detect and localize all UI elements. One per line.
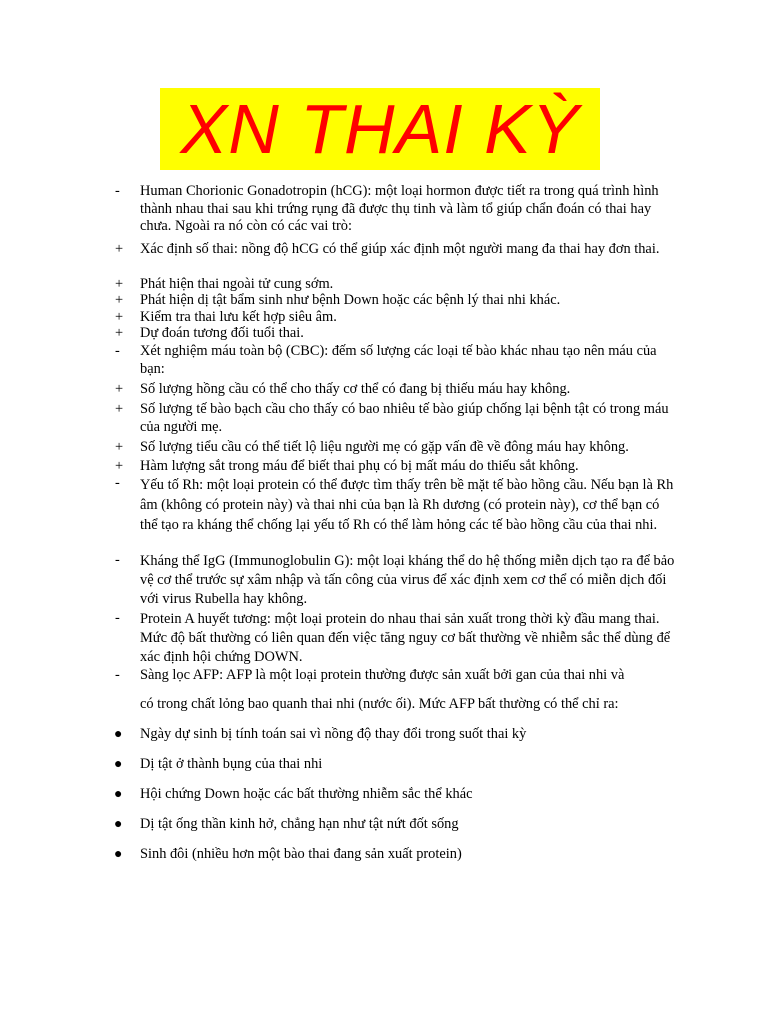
list-item-text: Xét nghiệm máu toàn bộ (CBC): đếm số lượng các loại tế bào khác nhau tạo nên máu của bạn: bbox=[140, 343, 657, 377]
bullet-dot: ● bbox=[114, 817, 123, 832]
list-item-text: Số lượng hồng cầu có thể cho thấy cơ thể có đang bị thiếu máu hay không. bbox=[140, 381, 571, 397]
list-item-text: có trong chất lỏng bao quanh thai nhi (nước ối). Mức AFP bất thường có thể chỉ ra: bbox=[140, 696, 619, 712]
list-item-text: Hội chứng Down hoặc các bất thường nhiễm sắc thể khác bbox=[140, 786, 473, 802]
list-marker: + bbox=[115, 325, 124, 341]
list-item-text: Sàng lọc AFP: AFP là một loại protein thường được sản xuất bởi gan của thai nhi và bbox=[140, 667, 625, 683]
bullet-dot: ● bbox=[114, 757, 123, 772]
list-marker: - bbox=[115, 183, 120, 199]
list-marker: - bbox=[115, 552, 120, 568]
list-item-text: Dị tật ống thần kinh hở, chẳng hạn như tật nứt đốt sống bbox=[140, 816, 459, 832]
document-title: XN THAI KỲ bbox=[160, 88, 600, 170]
bullet-dot: ● bbox=[114, 727, 123, 742]
list-marker: + bbox=[115, 292, 124, 308]
list-marker: + bbox=[115, 401, 124, 417]
list-item-text: Phát hiện thai ngoài tử cung sớm. bbox=[140, 276, 334, 292]
list-marker: + bbox=[115, 309, 124, 325]
list-item-text: Protein A huyết tương: một loại protein do nhau thai sản xuất trong thời kỳ đầu mang thai. Mức độ bất thường có liên quan đến việc tăng nguy cơ bất thường về nhiễm sắc thể dùng để xác định hội chứng DOWN. bbox=[140, 611, 671, 665]
list-marker: - bbox=[115, 610, 120, 626]
list-marker: - bbox=[115, 343, 120, 359]
list-item-text: Human Chorionic Gonadotropin (hCG): một loại hormon được tiết ra trong quá trình hình thành nhau thai sau khi trứng rụng đã được thụ tinh và làm tổ giúp chẩn đoán có thai hay chưa. Ngoài ra nó còn có các vai trò: bbox=[140, 183, 659, 234]
list-marker: - bbox=[115, 667, 120, 683]
list-item-text: Kiểm tra thai lưu kết hợp siêu âm. bbox=[140, 309, 337, 325]
bullet-dot: ● bbox=[114, 787, 123, 802]
list-item-text: Số lượng tiểu cầu có thể tiết lộ liệu người mẹ có gặp vấn đề về đông máu hay không. bbox=[140, 439, 629, 455]
list-item-text: Sinh đôi (nhiều hơn một bào thai đang sản xuất protein) bbox=[140, 846, 462, 862]
bullet-dot: ● bbox=[114, 847, 123, 862]
list-marker: + bbox=[115, 241, 124, 257]
list-item-text: Hàm lượng sắt trong máu để biết thai phụ có bị mất máu do thiếu sắt không. bbox=[140, 458, 579, 474]
list-item-text: Dự đoán tương đối tuổi thai. bbox=[140, 325, 304, 341]
list-item-text: Kháng thể IgG (Immunoglobulin G): một loại kháng thể do hệ thống miễn dịch tạo ra để bảo vệ cơ thể trước sự xâm nhập và tấn công của virus để xác định xem cơ thể có miễn dịch đối với virus Rubella hay không. bbox=[140, 553, 675, 607]
list-marker: - bbox=[115, 475, 120, 491]
list-item-text: Xác định số thai: nồng độ hCG có thể giúp xác định một người mang đa thai hay đơn thai. bbox=[140, 241, 660, 257]
list-item-text: Yếu tố Rh: một loại protein có thể được tìm thấy trên bề mặt tế bào hồng cầu. Nếu bạn là Rh âm (không có protein này) và thai nhi của bạn là Rh dương (có protein này), cơ thể bạn có thể tạo ra kháng thể chống lại yếu tố Rh có thể làm hỏng các tế bào hồng cầu của thai nhi. bbox=[140, 477, 674, 533]
list-item-text: Ngày dự sinh bị tính toán sai vì nồng độ thay đổi trong suốt thai kỳ bbox=[140, 726, 527, 742]
list-marker: + bbox=[115, 276, 124, 292]
list-marker: + bbox=[115, 381, 124, 397]
list-item-text: Số lượng tế bào bạch cầu cho thấy có bao nhiêu tế bào giúp chống lại bệnh tật có trong máu của người mẹ. bbox=[140, 401, 669, 435]
list-marker: + bbox=[115, 439, 124, 455]
list-marker: + bbox=[115, 458, 124, 474]
list-item-text: Dị tật ở thành bụng của thai nhi bbox=[140, 756, 323, 772]
list-item-text: Phát hiện dị tật bẩm sinh như bệnh Down hoặc các bệnh lý thai nhi khác. bbox=[140, 292, 561, 308]
